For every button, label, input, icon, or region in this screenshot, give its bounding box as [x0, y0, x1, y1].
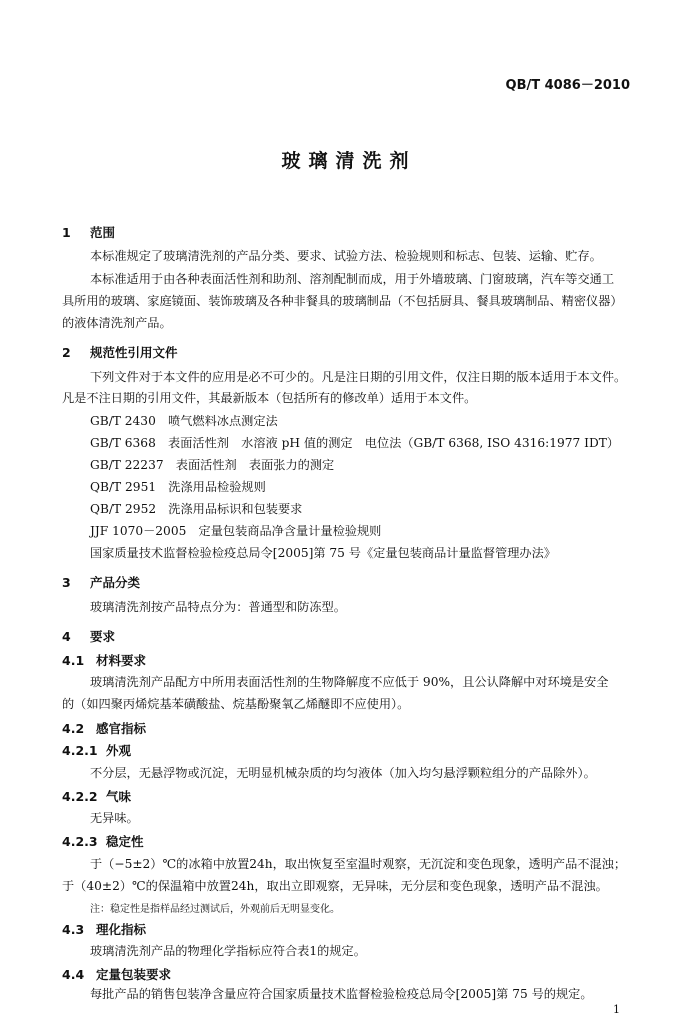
paragraph-line: 的（如四聚丙烯烷基苯磺酸盐、烷基酚聚氧乙烯醚即不应使用）。 [62, 697, 410, 711]
section-title: 稳定性 [106, 834, 144, 849]
paragraph: 玻璃清洗剂按产品特点分为：普通型和防冻型。 [90, 600, 346, 614]
reference-item: GB/T 22237 表面活性剂 表面张力的测定 [90, 458, 335, 472]
paragraph-line: 具所用的玻璃、家庭镜面、装饰玻璃及各种非餐具的玻璃制品（不包括厨具、餐具玻璃制品、精密仪器） [62, 294, 623, 308]
section-4-3-heading [62, 920, 146, 938]
paragraph: 每批产品的销售包装净含量应符合国家质量技术监督检验检疫总局令[2005]第 75 号的规定。 [90, 987, 593, 1001]
section-1-heading [62, 223, 115, 241]
section-title: 规范性引用文件 [90, 345, 178, 360]
paragraph: 本标准规定了玻璃清洗剂的产品分类、要求、试验方法、检验规则和标志、包装、运输、贮存。 [90, 249, 602, 263]
section-title: 气味 [106, 789, 132, 804]
reference-item: QB/T 2952 洗涤用品标识和包装要求 [90, 502, 303, 516]
section-4-2-1-heading [62, 741, 131, 759]
paragraph-line: 下列文件对于本文件的应用是必不可少的。凡是注日期的引用文件，仅注日期的版本适用于本文件。 [90, 370, 627, 384]
section-number: 4.3 [62, 922, 85, 937]
section-4-heading [62, 627, 115, 645]
paragraph-line: 凡是不注日期的引用文件，其最新版本（包括所有的修改单）适用于本文件。 [62, 391, 477, 405]
paragraph-line: 玻璃清洗剂产品配方中所用表面活性剂的生物降解度不应低于 90%，且公认降解中对环境是安全 [90, 675, 609, 689]
section-4-4-heading [62, 965, 171, 983]
standard-number: QB/T 4086－2010 [505, 78, 630, 93]
section-number: 4.1 [62, 653, 85, 668]
note: 注：稳定性是指样品经过测试后，外观前后无明显变化。 [90, 904, 340, 915]
section-number: 4.2.1 [62, 743, 98, 758]
section-title: 产品分类 [90, 575, 141, 590]
paragraph-line: 于（40±2）℃的保温箱中放置24h，取出立即观察，无异味，无分层和变色现象，透明产品不混浊。 [62, 879, 608, 893]
section-title: 要求 [90, 629, 116, 644]
reference-item: QB/T 2951 洗涤用品检验规则 [90, 480, 266, 494]
section-4-2-heading [62, 719, 146, 737]
section-4-1-heading [62, 651, 146, 669]
section-number: 2 [62, 345, 71, 360]
reference-item: 国家质量技术监督检验检疫总局令[2005]第 75 号《定量包装商品计量监督管理办法》 [90, 546, 556, 560]
reference-item: GB/T 2430 喷气燃料冰点测定法 [90, 414, 278, 428]
reference-item: JJF 1070－2005 定量包装商品净含量计量检验规则 [90, 524, 382, 538]
paragraph-line: 本标准适用于由各种表面活性剂和助剂、溶剂配制而成，用于外墙玻璃、门窗玻璃，汽车等交通工 [90, 272, 615, 286]
section-title: 材料要求 [96, 653, 147, 668]
section-4-2-3-heading [62, 832, 144, 850]
reference-item: GB/T 6368 表面活性剂 水溶液 pH 值的测定 电位法（GB/T 6368, ISO 4316:1977 IDT） [90, 436, 620, 450]
section-number: 1 [62, 225, 71, 240]
section-title: 范围 [90, 225, 116, 240]
section-4-2-2-heading [62, 787, 131, 805]
paragraph: 玻璃清洗剂产品的物理化学指标应符合表1的规定。 [90, 944, 366, 958]
paragraph-line: 于（−5±2）℃的冰箱中放置24h，取出恢复至室温时观察，无沉淀和变色现象，透明产品不混浊； [90, 857, 627, 871]
section-3-heading [62, 573, 140, 591]
section-number: 4.2.2 [62, 789, 98, 804]
paragraph-line: 的液体清洗剂产品。 [62, 316, 172, 330]
section-number: 4.2 [62, 721, 85, 736]
document-title: 玻璃清洗剂 [281, 150, 417, 172]
section-title: 定量包装要求 [96, 967, 172, 982]
section-title: 外观 [106, 743, 132, 758]
section-title: 感官指标 [96, 721, 147, 736]
paragraph: 不分层，无悬浮物或沉淀，无明显机械杂质的均匀液体（加入均匀悬浮颗粒组分的产品除外）。 [90, 766, 596, 780]
page-number: 1 [613, 1003, 620, 1016]
section-number: 3 [62, 575, 71, 590]
section-number: 4.2.3 [62, 834, 98, 849]
section-2-heading [62, 343, 178, 361]
section-title: 理化指标 [96, 922, 147, 937]
section-number: 4 [62, 629, 71, 644]
paragraph: 无异味。 [90, 811, 139, 825]
section-number: 4.4 [62, 967, 85, 982]
